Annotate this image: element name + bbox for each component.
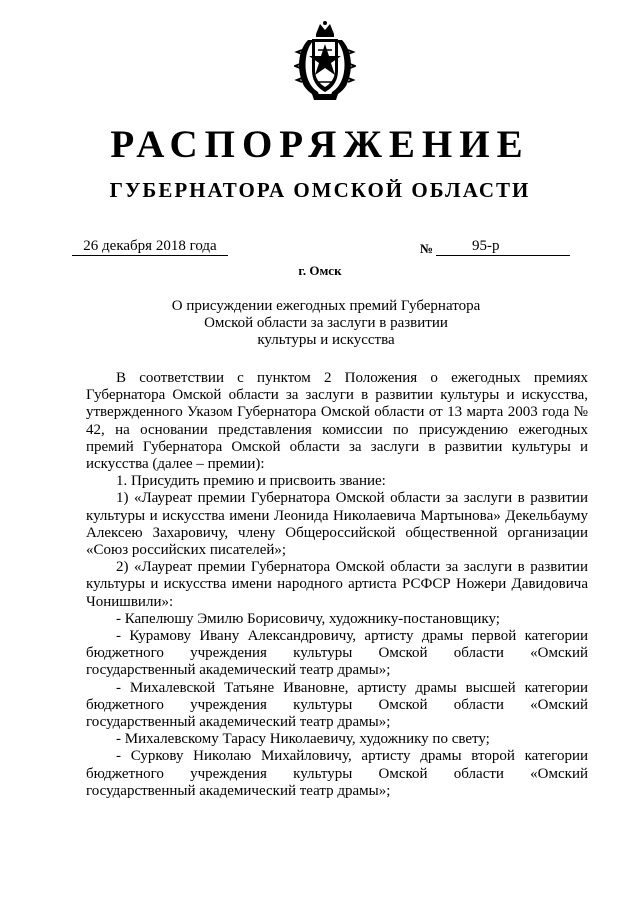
document-kind-title: РАСПОРЯЖЕНИЕ — [110, 123, 530, 166]
subject-line: культуры и искусства — [257, 332, 395, 348]
document-number — [436, 237, 570, 256]
paragraph-preamble: В соответствии с пунктом 2 Положения о ежегодных премиях Губернатора Омской области за заслуги в развитии культуры и искусства, утвержденного Указом Губернатора Омской области от 13 марта 2003 года № 42, на основании представления комиссии по присуждению ежегодных премий Губернатора Омской области за заслуги в развитии культуры и искусства (далее – премии): — [86, 370, 588, 473]
list-item: - Михалевскому Тарасу Николаевичу, художнику по свету; — [116, 731, 490, 748]
document-body — [86, 370, 588, 800]
document-date — [72, 237, 228, 256]
number-label: № — [420, 241, 434, 256]
document-number-text: 95-р — [472, 238, 500, 254]
list-item: - Капелюшу Эмилю Борисовичу, художнику-постановщику; — [116, 610, 500, 627]
document-date-text: 26 декабря 2018 года — [83, 238, 217, 254]
document-subject — [170, 298, 482, 349]
issuer-title: ГУБЕРНАТОРА ОМСКОЙ ОБЛАСТИ — [109, 178, 531, 202]
paragraph-award-martynov: 1) «Лауреат премии Губернатора Омской области за заслуги в развитии культуры и искусства имени Леонида Николаевича Мартынова» Декельбауму Алексею Захаровичу, члену Общероссийской общественной организации «Союз российских писателей»; — [86, 490, 588, 559]
list-item: - Курамову Ивану Александровичу, артисту драмы первой категории бюджетного учреждения культуры Омской области «Омский государственный академический театр драмы»; — [86, 628, 588, 679]
list-item: - Михалевской Татьяне Ивановне, артисту драмы высшей категории бюджетного учреждения культуры Омской области «Омский государственный академический театр драмы»; — [86, 679, 588, 731]
subject-line: Омской области за заслуги в развитии — [204, 315, 448, 331]
city-label: г. Омск — [298, 263, 342, 278]
list-item: - Суркову Николаю Михайловичу, артисту драмы второй категории бюджетного учреждения культуры Омской области «Омский государственный академический театр драмы»; — [86, 748, 588, 799]
subject-line: О присуждении ежегодных премий Губернатора — [171, 298, 481, 314]
paragraph-award-chonishvili: 2) «Лауреат премии Губернатора Омской области за заслуги в развитии культуры и искусства имени народного артиста РСФСР Ножери Давидовича Чонишвили»: — [86, 559, 588, 610]
coat-of-arms-icon — [294, 20, 356, 102]
paragraph-item-1: 1. Присудить премию и присвоить звание: — [116, 473, 386, 490]
